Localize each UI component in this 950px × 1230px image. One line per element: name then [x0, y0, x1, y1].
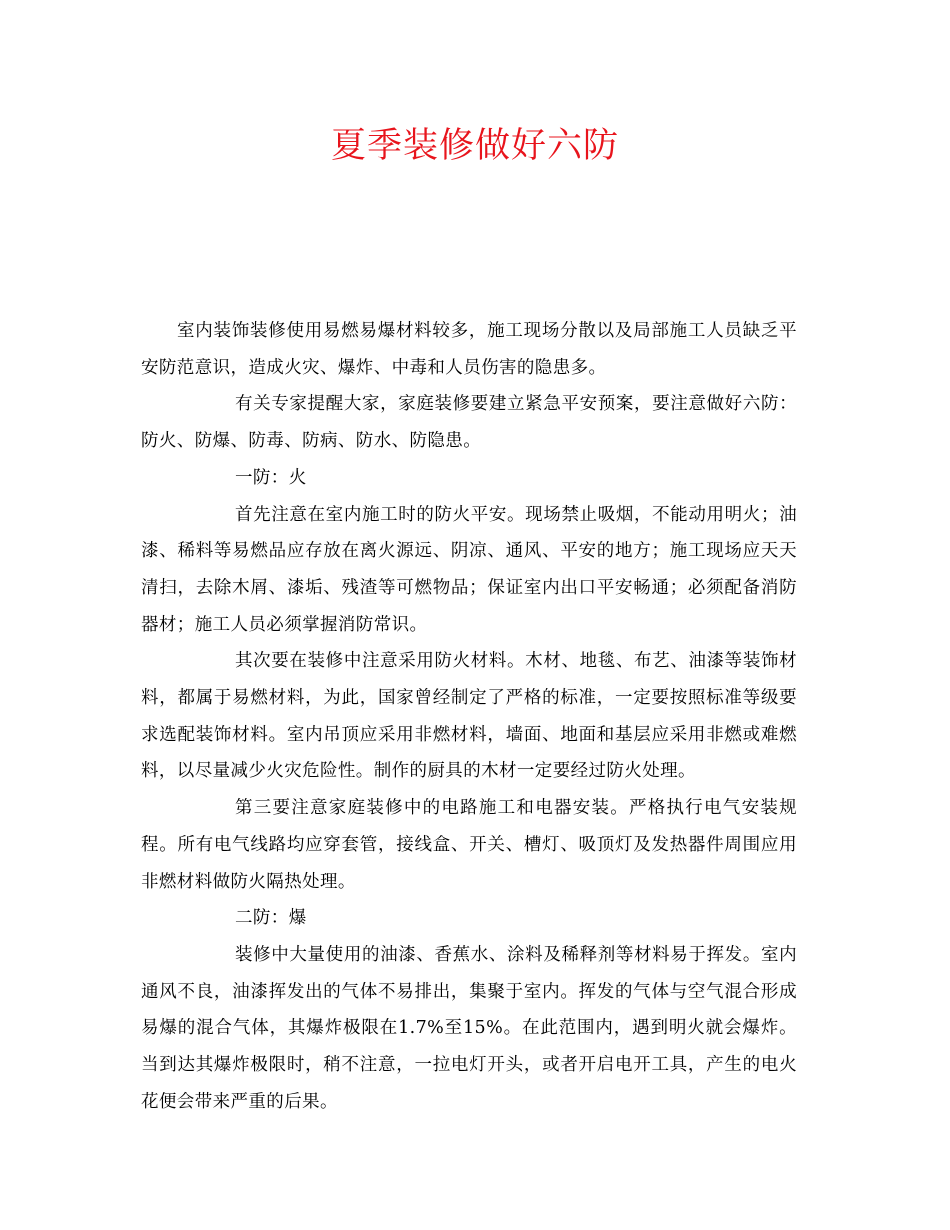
- document-body: [141, 313, 797, 1120]
- paragraph-fire-safety: 首先注意在室内施工时的防火平安。现场禁止吸烟，不能动用明火；油漆、稀料等易燃品应存放在离火源远、阴凉、通风、平安的地方；施工现场应天天清扫，去除木屑、漆垢、残渣等可燃物品；保证室内出口平安畅通；必须配备消防器材；施工人员必须掌握消防常识。: [141, 504, 797, 635]
- paragraph-explosion: 装修中大量使用的油漆、香蕉水、涂料及稀释剂等材料易于挥发。室内通风不良，油漆挥发出的气体不易排出，集聚于室内。挥发的气体与空气混合形成易爆的混合气体，其爆炸极限在1.7%至15%。在此范围内，遇到明火就会爆炸。当到达其爆炸极限时，稍不注意，一拉电灯开头，或者开启电开工具，产生的电火花便会带来严重的后果。: [141, 944, 797, 1112]
- section-heading-explosion: 二防：爆: [235, 908, 307, 929]
- paragraph-electrical: 第三要注意家庭装修中的电路施工和电器安装。严格执行电气安装规程。所有电气线路均应穿套管，接线盒、开关、槽灯、吸顶灯及发热器件周围应用非燃材料做防火隔热处理。: [141, 798, 797, 892]
- paragraph-fire-materials: 其次要在装修中注意采用防火材料。木材、地毯、布艺、油漆等装饰材料，都属于易燃材料，为此，国家曾经制定了严格的标准，一定要按照标准等级要求选配装饰材料。室内吊顶应采用非燃材料，墙面、地面和基层应采用非燃或难燃料，以尽量减少火灾危险性。制作的厨具的木材一定要经过防火处理。: [141, 651, 797, 782]
- section-heading-fire: 一防：火: [235, 467, 307, 488]
- paragraph-expert-advice: 有关专家提醒大家，家庭装修要建立紧急平安预案，要注意做好六防：防火、防爆、防毒、防病、防水、防隐患。: [141, 394, 797, 452]
- paragraph-intro: 室内装饰装修使用易燃易爆材料较多，施工现场分散以及局部施工人员缺乏平安防范意识，造成火灾、爆炸、中毒和人员伤害的隐患多。: [141, 321, 797, 378]
- document-title: 夏季装修做好六防: [330, 126, 619, 166]
